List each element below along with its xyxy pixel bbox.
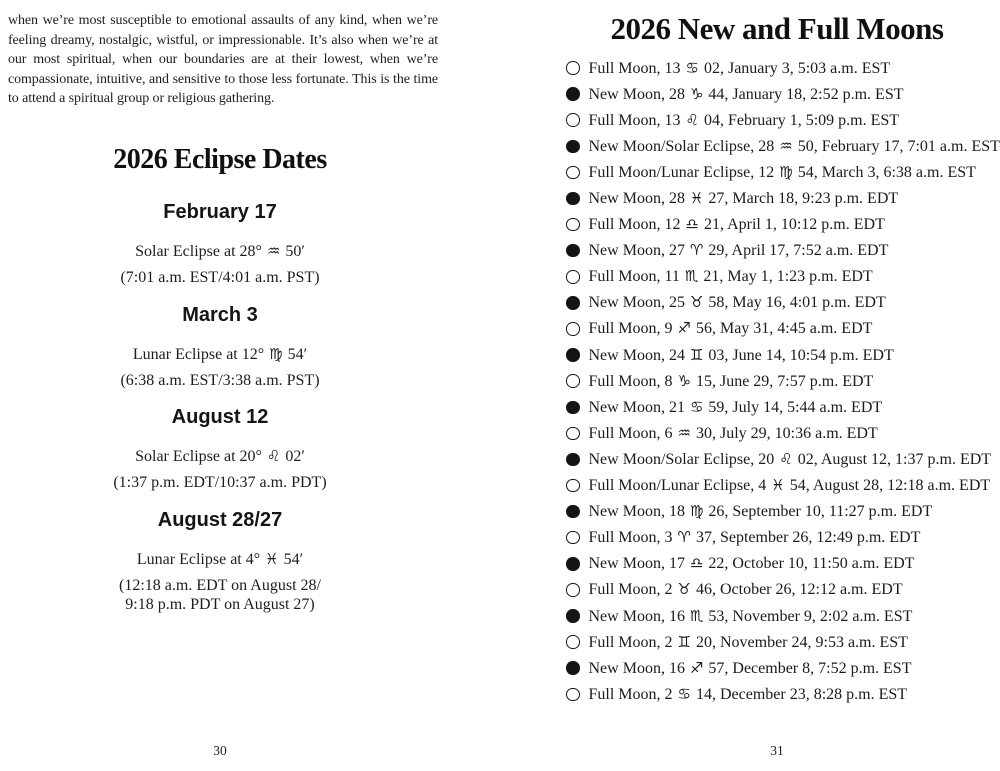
moon-list-item (566, 290, 996, 316)
right-page (500, 0, 1000, 771)
eclipse-section (0, 302, 440, 392)
new-moon-icon (566, 87, 580, 101)
eclipse-time-line: (1:37 p.m. EDT/10:37 a.m. PDT) (113, 474, 327, 491)
moon-list-item (566, 603, 996, 629)
moon-entry-text: New Moon, 21 ♋ 59, July 14, 5:44 a.m. EDT (588, 397, 883, 416)
moon-list-item (566, 681, 996, 707)
moon-entry-text: New Moon, 17 ♎ 22, October 10, 11:50 a.m. EDT (588, 554, 915, 573)
moon-entry-text: Full Moon/Lunar Eclipse, 4 ♓ 54, August 28, 12:18 a.m. EDT (588, 476, 991, 495)
moon-list-item (566, 107, 996, 133)
moon-entry-text: Full Moon, 2 ♋ 14, December 23, 8:28 p.m. EST (588, 684, 908, 703)
eclipse-time-line: 9:18 p.m. PDT on August 27) (125, 596, 315, 613)
full-moon-icon (566, 61, 580, 75)
zodiac-pisces-icon: ♓ (265, 549, 279, 568)
eclipse-sections (0, 199, 440, 629)
moon-list-item (566, 81, 996, 107)
new-moon-icon (566, 661, 580, 675)
zodiac-gemini-icon: ♊ (677, 632, 691, 651)
moon-list-item (566, 238, 996, 264)
moon-entry-text: New Moon/Solar Eclipse, 20 ♌ 02, August 12, 1:37 p.m. EDT (588, 449, 992, 468)
page-number-right: 31 (770, 743, 784, 758)
zodiac-taurus-icon: ♉ (689, 293, 704, 312)
zodiac-aries-icon: ♈ (689, 241, 704, 260)
moon-list-item (566, 342, 996, 368)
moon-entry-text: Full Moon, 12 ♎ 21, April 1, 10:12 p.m. EDT (588, 215, 885, 234)
zodiac-capricorn-icon: ♑ (689, 84, 704, 103)
full-moon-icon (566, 688, 580, 702)
moon-list-item (566, 264, 996, 290)
full-moon-icon (566, 479, 580, 493)
eclipse-section (0, 404, 440, 494)
eclipse-description: Solar Eclipse at 28° ♒ 50′ (135, 242, 305, 260)
moon-entry-text: New Moon, 18 ♍ 26, September 10, 11:27 p.m. EDT (588, 502, 933, 521)
new-moon-icon (566, 296, 580, 310)
eclipse-dates-title: 2026 Eclipse Dates (113, 144, 327, 175)
zodiac-taurus-icon: ♉ (677, 580, 691, 599)
full-moon-icon (566, 583, 580, 597)
eclipse-description: Solar Eclipse at 20° ♌ 02′ (135, 447, 305, 465)
moon-list-item (566, 499, 996, 525)
moon-entry-text: New Moon, 28 ♑ 44, January 18, 2:52 p.m. EST (588, 84, 904, 103)
moon-entry-text: New Moon, 24 ♊ 03, June 14, 10:54 p.m. EDT (588, 345, 894, 364)
moon-entry-text: Full Moon/Lunar Eclipse, 12 ♍ 54, March 3, 6:38 a.m. EST (588, 162, 976, 181)
moon-list-item (566, 185, 996, 211)
moon-list-item (566, 394, 996, 420)
full-moon-icon (566, 635, 580, 649)
eclipse-times (0, 269, 440, 289)
new-moon-icon (566, 557, 580, 571)
zodiac-leo-icon: ♌ (266, 447, 281, 465)
moon-list-item (566, 159, 996, 185)
new-moon-icon (566, 192, 580, 206)
zodiac-virgo-icon: ♍ (779, 162, 793, 181)
moon-list (566, 55, 1000, 707)
moon-list-item (566, 525, 996, 551)
eclipse-section (0, 199, 440, 289)
zodiac-capricorn-icon: ♑ (677, 371, 691, 390)
moon-list-item (566, 133, 1000, 159)
eclipse-time-line: (12:18 a.m. EDT on August 28/ (119, 576, 321, 594)
moon-entry-text: Full Moon, 2 ♊ 20, November 24, 9:53 a.m. EST (588, 632, 908, 651)
moon-entry-text: New Moon/Solar Eclipse, 28 ♒ 50, February 17, 7:01 a.m. EST (588, 136, 1000, 155)
moon-entry-text: New Moon, 27 ♈ 29, April 17, 7:52 a.m. EDT (588, 241, 889, 260)
moon-list-item (566, 55, 996, 81)
full-moon-icon (566, 270, 580, 284)
moon-list-item (566, 551, 996, 577)
eclipse-times (0, 577, 440, 616)
full-moon-icon (566, 374, 580, 388)
zodiac-gemini-icon: ♊ (689, 345, 704, 364)
moon-entry-text: New Moon, 16 ♐ 57, December 8, 7:52 p.m. EST (588, 658, 912, 677)
eclipse-date-heading: August 28/27 (157, 508, 283, 531)
eclipse-times (0, 372, 440, 392)
moon-list-item (566, 316, 996, 342)
zodiac-scorpio-icon: ♏ (689, 606, 704, 625)
eclipse-section (0, 507, 440, 616)
zodiac-libra-icon: ♎ (685, 215, 699, 234)
moon-entry-text: Full Moon, 13 ♌ 04, February 1, 5:09 p.m. EST (588, 110, 900, 129)
moon-entry-text: New Moon, 25 ♉ 58, May 16, 4:01 p.m. EDT (588, 293, 886, 312)
moon-entry-text: Full Moon, 9 ♐ 56, May 31, 4:45 a.m. EDT (588, 319, 873, 338)
eclipse-time-line: (7:01 a.m. EST/4:01 a.m. PST) (120, 269, 320, 286)
moon-list-item (566, 629, 996, 655)
new-moon-icon (566, 505, 580, 519)
moon-entry-text: Full Moon, 11 ♏ 21, May 1, 1:23 p.m. EDT (588, 267, 873, 286)
zodiac-virgo-icon: ♍ (269, 344, 283, 363)
full-moon-icon (566, 218, 580, 232)
moon-entry-text: New Moon, 28 ♓ 27, March 18, 9:23 p.m. EDT (588, 189, 899, 208)
zodiac-aries-icon: ♈ (677, 528, 691, 547)
moon-entry-text: Full Moon, 2 ♉ 46, October 26, 12:12 a.m. EDT (588, 580, 903, 599)
full-moon-icon (566, 427, 580, 441)
full-moon-icon (566, 531, 580, 545)
moon-list-item (566, 212, 996, 238)
full-moon-icon (566, 113, 580, 127)
moon-list-item (566, 655, 996, 681)
moon-list-item (566, 446, 996, 472)
zodiac-scorpio-icon: ♏ (684, 267, 699, 286)
moon-entry-text: Full Moon, 3 ♈ 37, September 26, 12:49 p.m. EDT (588, 528, 921, 547)
eclipse-time-line: (6:38 a.m. EST/3:38 a.m. PST) (120, 371, 320, 389)
zodiac-aquarius-icon: ♒ (266, 242, 281, 260)
moon-list-item (566, 577, 996, 603)
eclipse-description: Lunar Eclipse at 12° ♍ 54′ (132, 344, 308, 363)
zodiac-sagittarius-icon: ♐ (677, 319, 691, 338)
zodiac-cancer-icon: ♋ (685, 58, 699, 77)
eclipse-times (0, 474, 440, 494)
moon-entry-text: Full Moon, 6 ♒ 30, July 29, 10:36 a.m. EDT (588, 423, 878, 442)
intro-paragraph: when we’re most susceptible to emotional assaults of any kind, when we’re feeling dreamy, nostalgic, wistful, or impressionable. It’s also when we’re at our most spiritual, when our boundaries are at their lowest, when we’re compassionate, intuitive, and sensitive to those less fortunate. This is the time to attend a spiritual group or religious gathering. (8, 13, 438, 107)
moon-entry-text: New Moon, 16 ♏ 53, November 9, 2:02 a.m. EST (588, 606, 913, 625)
new-moon-icon (566, 453, 580, 467)
eclipse-description: Lunar Eclipse at 4° ♓ 54′ (136, 549, 304, 568)
zodiac-leo-icon: ♌ (685, 110, 699, 129)
zodiac-cancer-icon: ♋ (689, 397, 704, 416)
eclipse-date-heading: February 17 (163, 201, 277, 223)
page-number-left: 30 (213, 743, 227, 758)
moon-entry-text: Full Moon, 13 ♋ 02, January 3, 5:03 a.m. EST (588, 58, 891, 77)
zodiac-leo-icon: ♌ (779, 449, 793, 468)
new-moon-icon (566, 609, 580, 623)
moon-list-item (566, 420, 996, 446)
zodiac-pisces-icon: ♓ (689, 189, 704, 208)
moon-list-item (566, 368, 996, 394)
eclipse-date-heading: March 3 (182, 303, 258, 326)
eclipse-date-heading: August 12 (171, 406, 269, 428)
new-moon-icon (566, 348, 580, 362)
zodiac-aquarius-icon: ♒ (779, 136, 793, 155)
zodiac-cancer-icon: ♋ (677, 684, 691, 703)
new-moon-icon (566, 401, 580, 415)
zodiac-aquarius-icon: ♒ (677, 423, 691, 442)
new-moon-icon (566, 140, 580, 154)
zodiac-libra-icon: ♎ (689, 554, 704, 573)
zodiac-pisces-icon: ♓ (771, 476, 785, 495)
new-full-moons-title: 2026 New and Full Moons (610, 11, 944, 46)
zodiac-sagittarius-icon: ♐ (689, 658, 704, 677)
new-moon-icon (566, 244, 580, 258)
moon-list-item (566, 473, 996, 499)
zodiac-virgo-icon: ♍ (689, 502, 704, 521)
full-moon-icon (566, 166, 580, 180)
moon-entry-text: Full Moon, 8 ♑ 15, June 29, 7:57 p.m. EDT (588, 371, 874, 390)
full-moon-icon (566, 322, 580, 336)
